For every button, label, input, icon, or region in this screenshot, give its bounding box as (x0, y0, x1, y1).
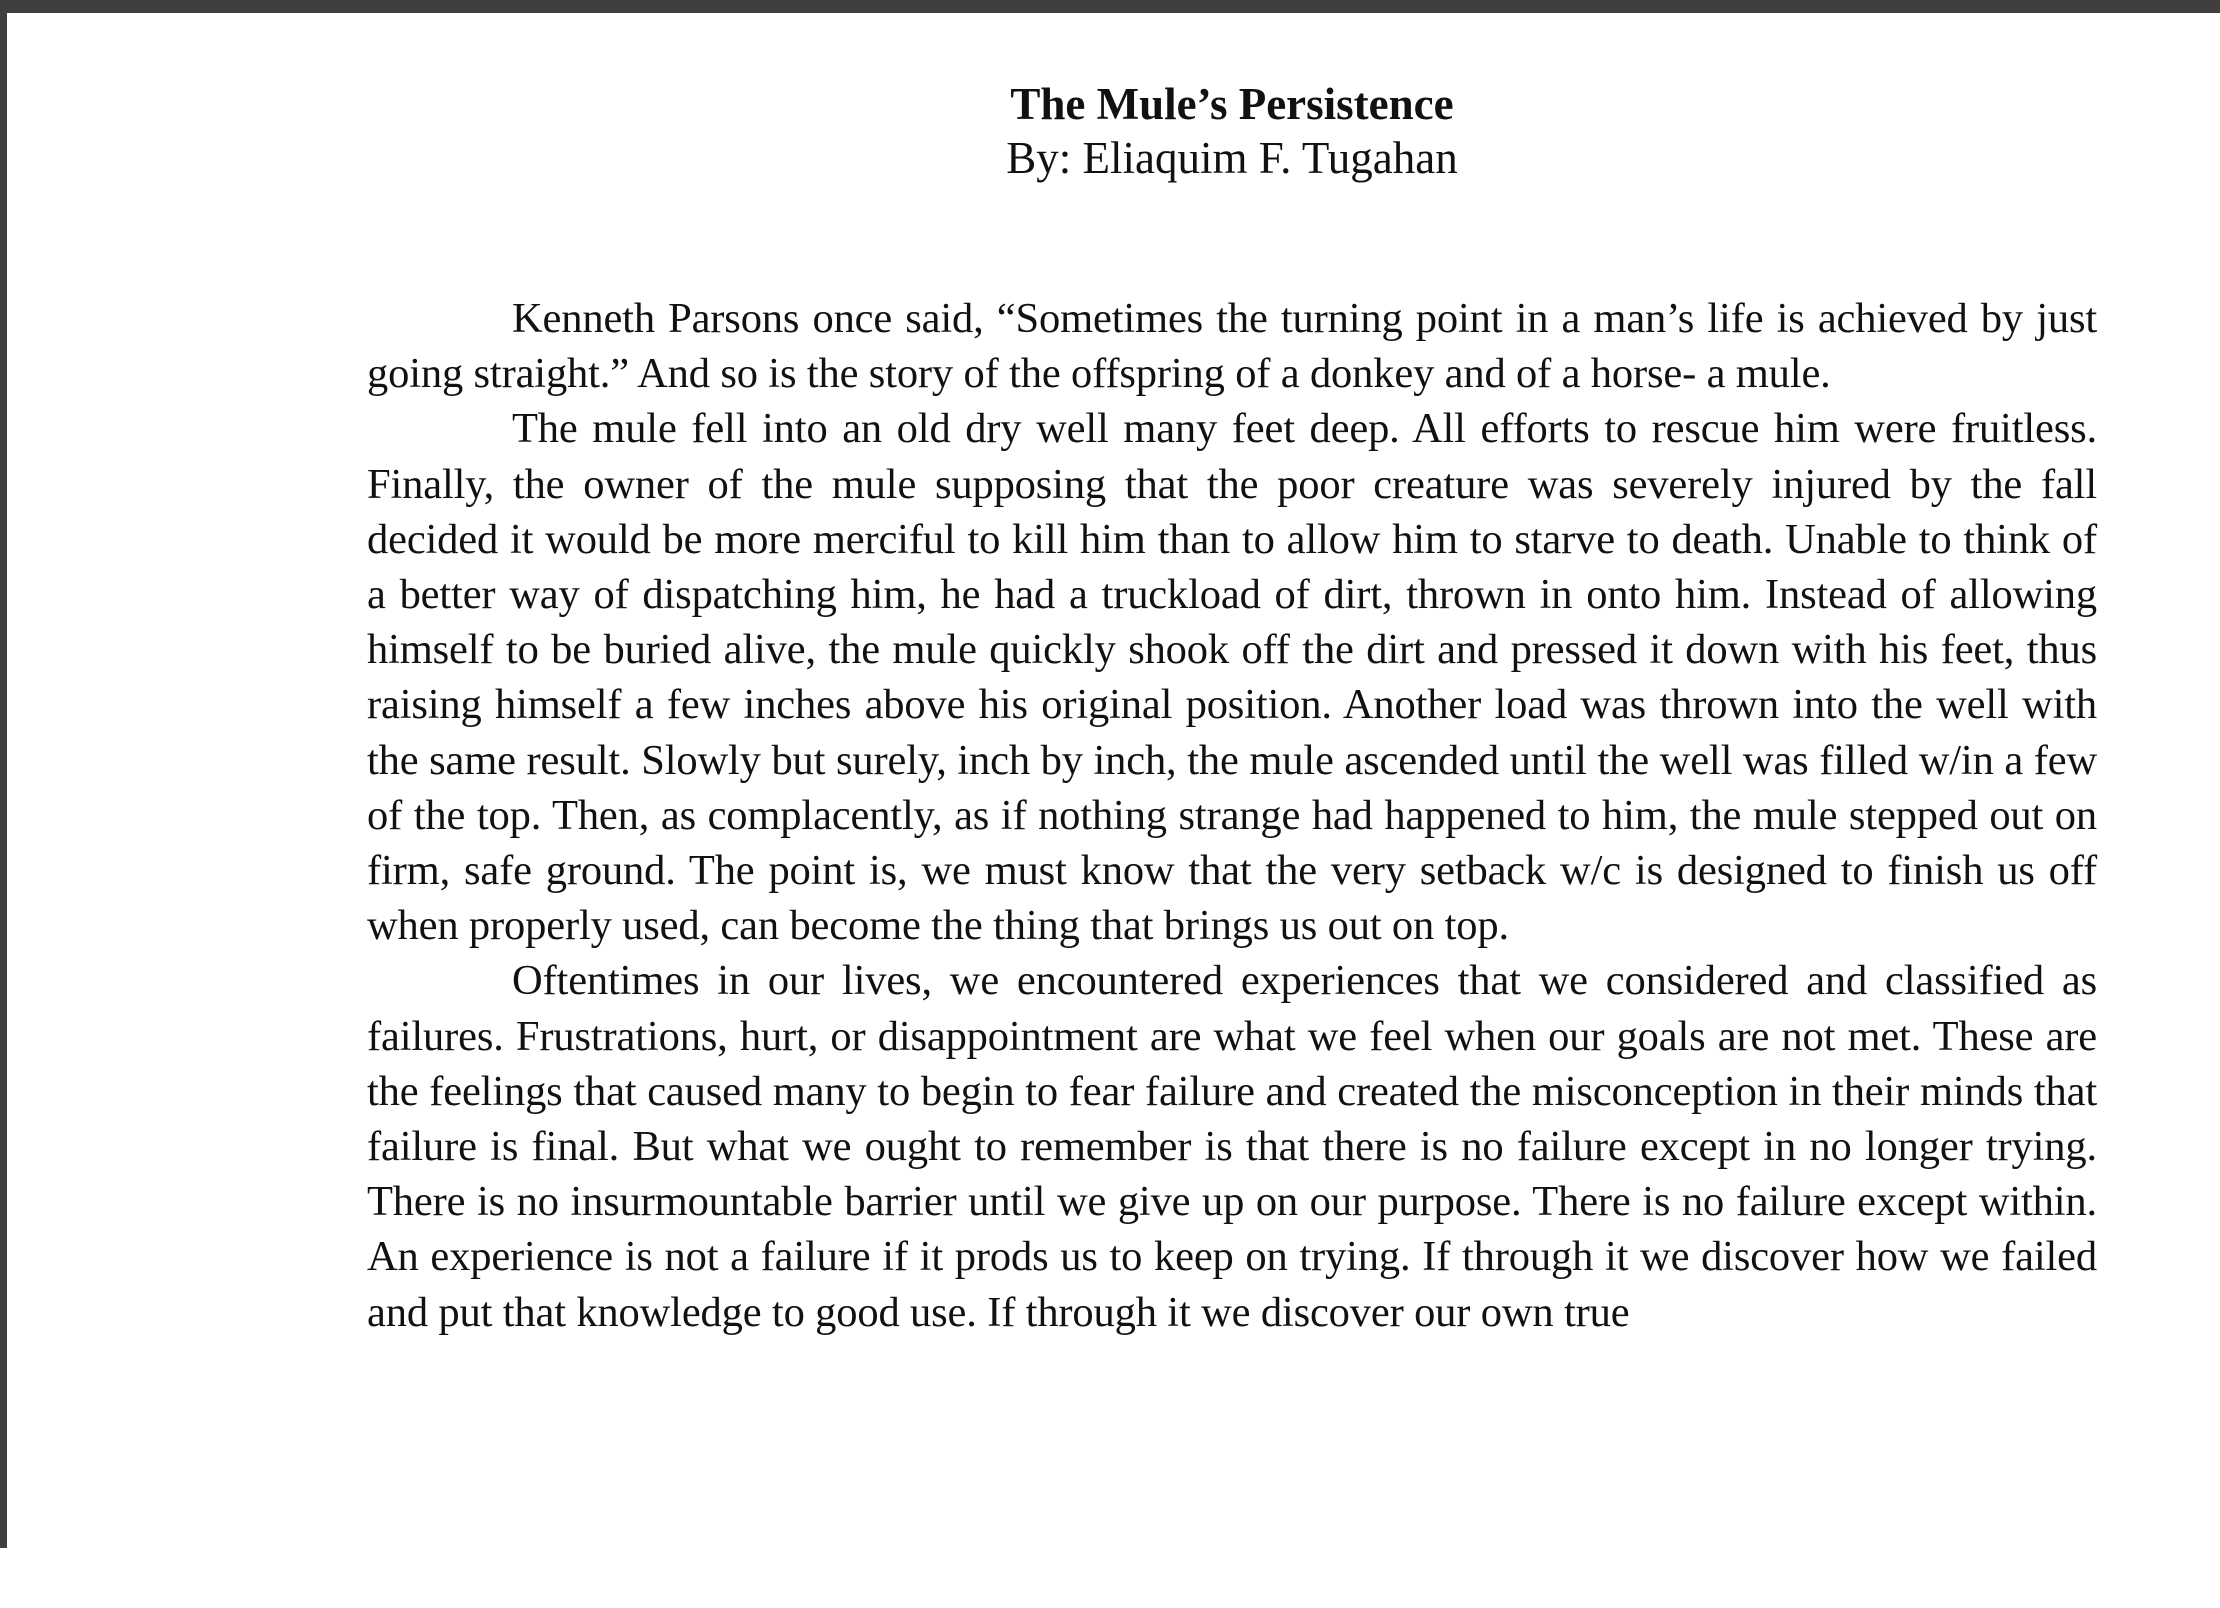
paragraph-2: The mule fell into an old dry well many feet deep. All efforts to rescue him were fruitless. Finally, the owner of the mule supposing that the poor creature was severely injured by the fall decided it would be more merciful to kill him than to allow him to starve to death. Unable to think of a better way of dispatching him, he had a truckload of dirt, thrown in onto him. Instead of allowing himself to be buried alive, the mule quickly shook off the dirt and pressed it down with his feet, thus raising himself a few inches above his original position. Another load was thrown into the well with the same result. Slowly but surely, inch by inch, the mule ascended until the well was filled w/in a few of the top. Then, as complacently, as if nothing strange had happened to him, the mule stepped out on firm, safe ground. The point is, we must know that the very setback w/c is designed to finish us off when properly used, can become the thing that brings us out on top. (367, 405, 2097, 950)
document-page[interactable] (7, 13, 2220, 1548)
document-title: The Mule’s Persistence (1010, 79, 1454, 129)
viewer-left-border (0, 0, 7, 1548)
viewer-top-border (0, 0, 2220, 13)
paragraph-1: Kenneth Parsons once said, “Sometimes the turning point in a man’s life is achieved by just going straight.” And so is the story of the offspring of a donkey and of a horse- a mule. (367, 295, 2097, 398)
paragraph-3: Oftentimes in our lives, we encountered experiences that we considered and classified as failures. Frustrations, hurt, or disappointment are what we feel when our goals are not met. These are the feelings that caused many to begin to fear failure and created the misconception in their minds that failure is final. But what we ought to remember is that there is no failure except in no longer trying. There is no insurmountable barrier until we give up on our purpose. There is no failure except within. An experience is not a failure if it prods us to keep on trying. If through it we discover how we failed and put that knowledge to good use. If through it we discover our own true (367, 957, 2097, 1336)
document-author: By: Eliaquim F. Tugahan (1006, 133, 1458, 183)
page-content (367, 13, 2097, 1340)
document-body (367, 291, 2097, 1340)
viewer-background (0, 1548, 2220, 1608)
